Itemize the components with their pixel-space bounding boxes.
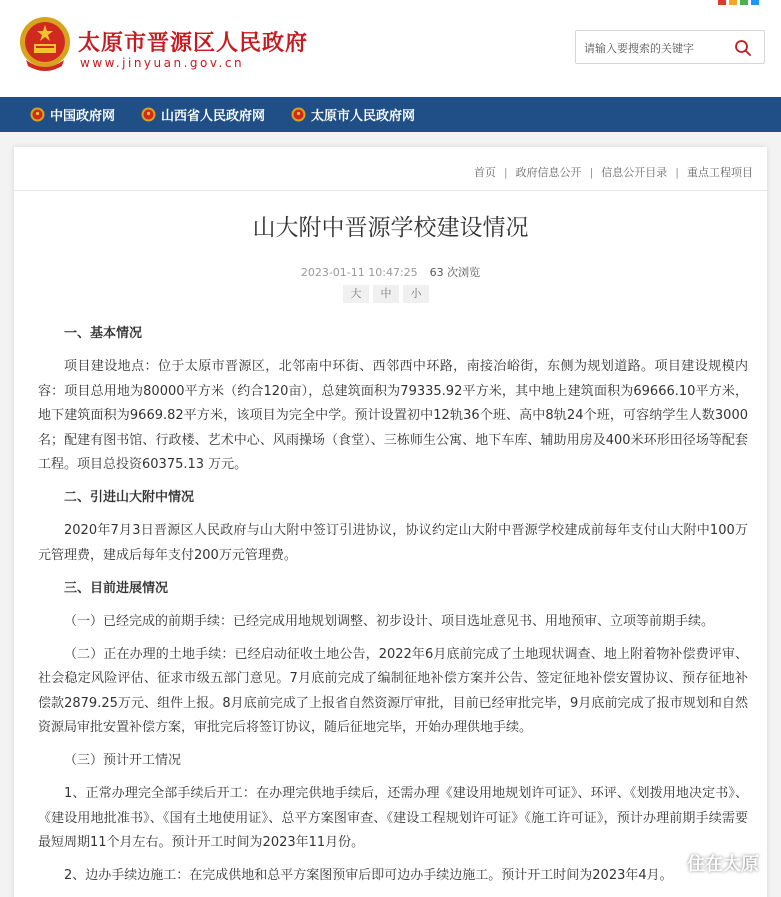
site-title: 太原市晋源区人民政府 (78, 30, 309, 56)
watermark (655, 850, 759, 876)
search-box (575, 30, 765, 64)
search-icon[interactable] (734, 39, 752, 57)
breadcrumb-separator: | (589, 165, 594, 179)
breadcrumb (474, 164, 753, 180)
nav-item-label: 中国政府网 (50, 109, 116, 124)
emblem-icon (30, 107, 45, 122)
site-url: www.jinyuan.gov.cn (80, 56, 245, 70)
top-color-bar (718, 0, 759, 5)
font-size-medium-button[interactable]: 中 (373, 285, 399, 303)
color-swatch-orange (729, 0, 737, 5)
article-title: 山大附中晋源学校建设情况 (252, 215, 529, 241)
paragraph: 2020年7月3日晋源区人民政府与山大附中签订引进协议，协议约定山大附中晋源学校建成前每年支付山大附中100万元管理费，建成后每年支付200万元管理费。 (38, 523, 748, 563)
paragraph: （二）正在办理的土地手续：已经启动征收土地公告，2022年6月底前完成了土地现状调查、地上附着物补偿费评审、社会稳定风险评估、征求市级五部门意见。7月底前完成了编制征地补偿方案并公告、签定征地补偿安置协议、预存征地补偿款2879.25万元、组件上报。8月底前完成了上报省自然资源厅审批，目前已经审批完毕，9月底前完成了报市规划和自然资源局审批安置补偿方案，审批完后将签订协议，随后征地完毕，开始办理供地手续。 (38, 646, 748, 735)
wechat-icon (655, 852, 681, 874)
watermark-text: 住在太原 (687, 854, 759, 875)
breadcrumb-separator: | (503, 165, 508, 179)
nav-item-shanxi-gov[interactable] (141, 105, 265, 124)
paragraph: （一）已经完成的前期手续：已经完成用地规划调整、初步设计、项目选址意见书、用地预审、立项等前期手续。 (64, 613, 715, 629)
color-swatch-red (718, 0, 726, 5)
article-body (38, 322, 748, 897)
nav-item-china-gov[interactable] (30, 105, 115, 124)
article-meta (0, 264, 781, 280)
breadcrumb-gov-info[interactable]: 政府信息公开 (515, 166, 582, 179)
breadcrumb-key-projects[interactable]: 重点工程项目 (687, 166, 753, 179)
breadcrumb-divider (14, 190, 767, 191)
breadcrumb-home[interactable]: 首页 (473, 166, 496, 179)
subsection-heading: （三）预计开工情况 (64, 753, 182, 768)
national-emblem-icon (18, 14, 72, 74)
nav-item-taiyuan-gov[interactable] (291, 105, 415, 124)
site-header (0, 0, 781, 97)
search-input[interactable] (584, 38, 724, 58)
font-size-large-button[interactable]: 大 (343, 285, 369, 303)
paragraph: 项目建设地点：位于太原市晋源区，北邻南中环街、西邻西中环路，南接冶峪街，东侧为规划道路。项目建设规模内容：项目总用地为80000平方米（约合120亩），总建筑面积为79335.92平方米，其中地上建筑面积为69666.10平方米，地下建筑面积为9669.82平方米，该项目为完全中学。预计设置初中12轨36个班、高中8轨24个班，可容纳学生人数3000名；配建有图书馆、行政楼、艺术中心、风雨操场（食堂）、三栋师生公寓、地下车库、辅助用房及400米环形田径场等配套工程。项目总投资60375.13 万元。 (38, 359, 748, 472)
breadcrumb-info-catalog[interactable]: 信息公开目录 (601, 166, 668, 179)
view-count: 63 次浏览 (429, 266, 481, 279)
nav-item-label: 山西省人民政府网 (161, 109, 266, 124)
main-nav (0, 97, 781, 132)
color-swatch-green (740, 0, 748, 5)
color-swatch-blue (751, 0, 759, 5)
font-size-controls (343, 285, 429, 303)
emblem-icon (141, 107, 156, 122)
section-heading: 三、目前进展情况 (64, 580, 169, 596)
font-size-small-button[interactable]: 小 (403, 285, 429, 303)
nav-item-label: 太原市人民政府网 (311, 109, 416, 124)
publish-date: 2023-01-11 10:47:25 (300, 266, 418, 279)
paragraph: 2、边办手续边施工：在完成供地和总平方案图预审后即可边办手续边施工。预计开工时间为2023年4月。 (64, 868, 673, 883)
emblem-icon (291, 107, 306, 122)
paragraph: 1、正常办理完全部手续后开工：在办理完供地手续后，还需办理《建设用地规划许可证》、环评、《划拨用地决定书》、《建设用地批准书》、《国有土地使用证》、总平方案图审查、《建设工程规划许可证》《施工许可证》，预计办理前期手续需要最短周期11个月左右。预计开工时间为2023年11月份。 (38, 786, 748, 850)
breadcrumb-separator: | (675, 165, 679, 179)
section-heading: 一、基本情况 (64, 326, 143, 341)
section-heading: 二、引进山大附中情况 (64, 490, 195, 505)
